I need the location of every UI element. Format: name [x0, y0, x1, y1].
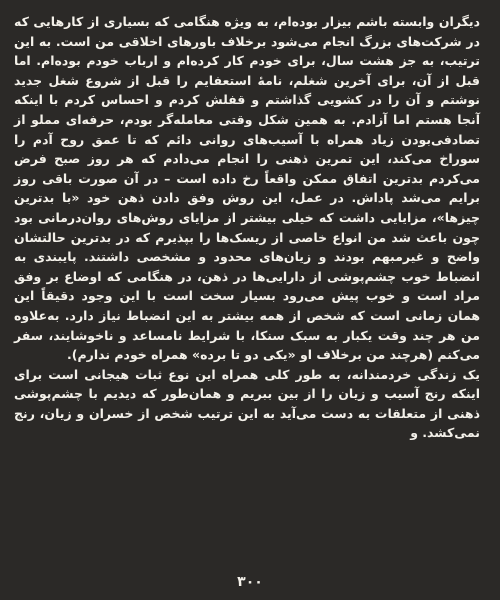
paragraph-2: یک زندگی خردمندانه، به طور کلی همراه این نوع ثبات هیجانی است برای اینکه رنج آسیب و زیان را از بین ببریم و همان‌طور که دیدیم با چشم‌پوشی ذهنی از متعلقات به دست می‌آید به این ترتیب شخص از خسران و زیان، رنج نمی‌کشد. و [14, 366, 480, 441]
body-text [14, 12, 480, 443]
paragraph-1: دیگران وابسته باشم بیزار بوده‌ام، به ویژه هنگامی که بسیاری از کارهایی که در شرکت‌های بزرگ انجام می‌شود برخلاف باورهای اخلاقی من است. به این ترتیب، به جز هشت سال، برای خودم کار کرده‌ام و ارباب خودم بوده‌ام. اما قبل از آن، برای آخرین شغلم، نامهٔ استعفایم را قبل از شروع شغل جدید نوشتم و آن را در کشویی گذاشتم و قفلش کردم و احساس کردم با اینکه آنجا هستم اما آزادم. به همین شکل وقتی معامله‌گر بودم، حرفه‌ای مملو از تصادفی‌بودن زیاد همراه با آسیب‌های روانی دائم که تا عمق روح آدم را سوراخ می‌کند، این تمرین ذهنی را انجام می‌دادم که هر روز صبح فرض می‌کردم بدترین اتفاق ممکن واقعاً رخ داده است – در آن صورت باقی روز برایم می‌شد پاداش. در عمل، این روش وفق دادن ذهن خود «با بدترین چیزها»، مزایایی داشت که خیلی بیشتر از مزایای روش‌های روان‌درمانی بود چون باعث شد من انواع خاصی از ریسک‌ها را بپذیرم که در بدترین حالتشان واضح و غیرمبهم بودند و زیان‌های محدود و مشخصی داشتند. پایبندی به انضباط خوب چشم‌پوشی از دارایی‌ها در ذهن، در هنگامی که اوضاع بر وفق مراد است و خوب پیش می‌رود بسیار سخت است با این وجود دقیقاً این همان زمانی است که شخص از همه بیشتر به این انضباط نیاز دارد. به‌علاوه من هر چند وقت یکبار به سبک سنکا، با شرایط نامساعد و ناخوشایند، سفر می‌کنم (هرچند من برخلاف او «یکی دو تا برده» همراه خودم ندارم). [14, 14, 480, 363]
page-number: ۳۰۰ [237, 574, 263, 590]
